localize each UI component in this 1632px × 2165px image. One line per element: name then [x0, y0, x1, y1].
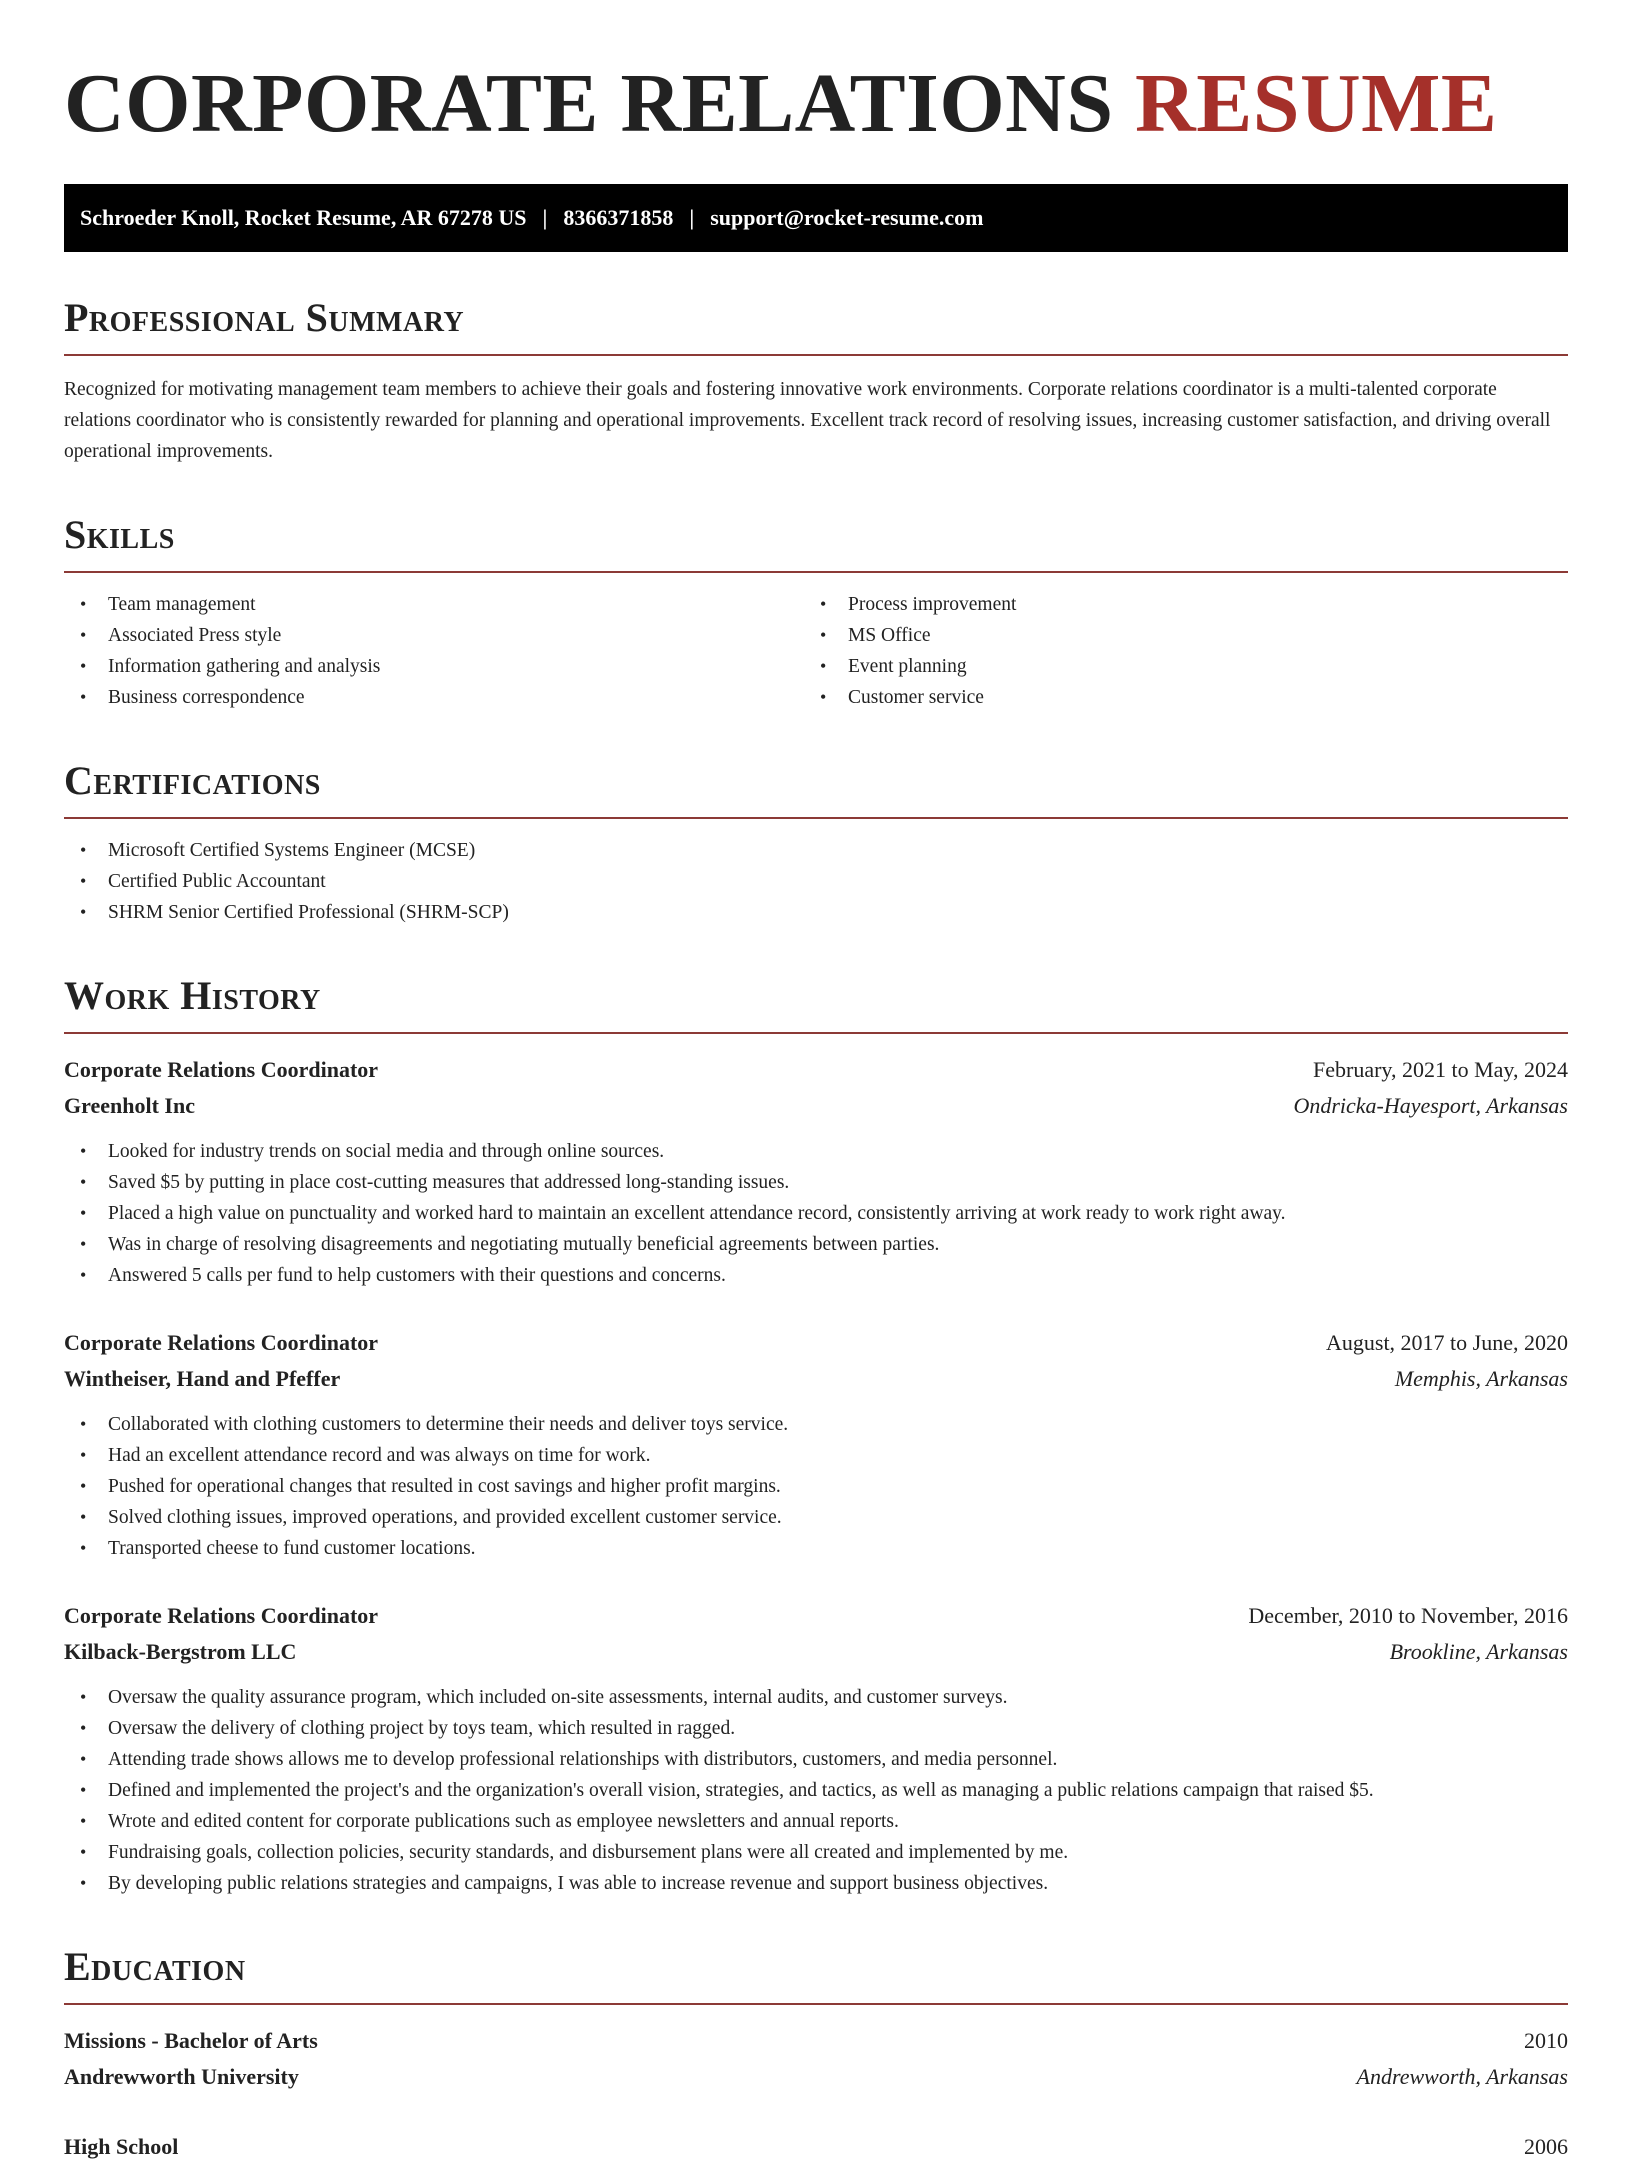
- job-entry: [64, 1325, 1568, 1564]
- job-bullet: • Attending trade shows allows me to develop professional relationships with distributors, customers, and media personnel.: [64, 1744, 1568, 1775]
- education-year: 2010: [1524, 2028, 1568, 2053]
- summary-text: Recognized for motivating management team members to achieve their goals and fostering innovative work environments. Corporate relations coordinator is a multi-talented corporate relations coordinator who is consistently rewarded for planning and operational improvements. Excellent track record of resolving issues, increasing customer satisfaction, and driving overall operational improvements.: [64, 379, 1551, 462]
- resume-title: [64, 57, 1568, 150]
- job-bullets: [64, 1136, 1568, 1291]
- education-degree: Missions - Bachelor of Arts: [64, 2028, 318, 2053]
- job-bullet: • Had an excellent attendance record and was always on time for work.: [64, 1440, 1568, 1471]
- skill-item: • Process improvement: [804, 589, 1544, 620]
- skill-item: • Customer service: [804, 682, 1544, 713]
- job-title: Corporate Relations Coordinator: [64, 1330, 379, 1355]
- certification-item: • SHRM Senior Certified Professional (SHRM-SCP): [64, 897, 1568, 928]
- skill-item: • MS Office: [804, 620, 1544, 651]
- job-title: Corporate Relations Coordinator: [64, 1057, 379, 1082]
- education-entry: [64, 2129, 1568, 2165]
- work-history-section: [64, 974, 1568, 1899]
- certifications-heading: Certifications: [64, 759, 1568, 819]
- education-heading: Education: [64, 1945, 1568, 2005]
- job-bullet: • Defined and implemented the project's and the organization's overall vision, strategies, and tactics, as well as managing a public relations campaign that raised $5.: [64, 1775, 1568, 1806]
- work-history-heading: Work History: [64, 974, 1568, 1034]
- job-entry: [64, 1052, 1568, 1291]
- education-degree: High School: [64, 2134, 179, 2159]
- skill-item: • Associated Press style: [64, 620, 804, 651]
- education-year: 2006: [1524, 2134, 1568, 2159]
- certification-item: • Certified Public Accountant: [64, 866, 1568, 897]
- job-bullet: • Fundraising goals, collection policies, security standards, and disbursement plans were all created and implemented by me.: [64, 1837, 1568, 1868]
- job-bullet: • Pushed for operational changes that resulted in cost savings and higher profit margins.: [64, 1471, 1568, 1502]
- job-company: Kilback-Bergstrom LLC: [64, 1639, 297, 1664]
- skills-section: [64, 513, 1568, 713]
- skills-left-list: [64, 589, 804, 713]
- contact-separator: |: [542, 205, 548, 230]
- skill-item: • Business correspondence: [64, 682, 804, 713]
- job-location: Ondricka-Hayesport, Arkansas: [1293, 1093, 1568, 1118]
- job-bullet: • Was in charge of resolving disagreements and negotiating mutually beneficial agreements between parties.: [64, 1229, 1568, 1260]
- job-dates: February, 2021 to May, 2024: [1313, 1057, 1568, 1082]
- job-bullet: • By developing public relations strategies and campaigns, I was able to increase revenue and support business objectives.: [64, 1868, 1568, 1899]
- job-bullet: • Solved clothing issues, improved operations, and provided excellent customer service.: [64, 1502, 1568, 1533]
- job-location: Memphis, Arkansas: [1394, 1366, 1568, 1391]
- job-bullet: • Collaborated with clothing customers to determine their needs and deliver toys service.: [64, 1409, 1568, 1440]
- job-dates: December, 2010 to November, 2016: [1248, 1603, 1568, 1628]
- skill-item: • Event planning: [804, 651, 1544, 682]
- education-section: [64, 1945, 1568, 2165]
- summary-heading: Professional Summary: [64, 296, 1568, 356]
- education-entry: [64, 2023, 1568, 2095]
- job-bullets: [64, 1682, 1568, 1899]
- summary-section: [64, 296, 1568, 467]
- job-bullet: • Answered 5 calls per fund to help customers with their questions and concerns.: [64, 1260, 1568, 1291]
- skills-grid: [64, 589, 1568, 713]
- job-location: Brookline, Arkansas: [1389, 1639, 1568, 1664]
- job-bullets: [64, 1409, 1568, 1564]
- job-bullet: • Oversaw the quality assurance program, which included on-site assessments, internal audits, and customer surveys.: [64, 1682, 1568, 1713]
- job-company: Greenholt Inc: [64, 1093, 195, 1118]
- skills-heading: Skills: [64, 513, 1568, 573]
- contact-address: Schroeder Knoll, Rocket Resume, AR 67278 US: [80, 205, 527, 230]
- title-main: CORPORATE RELATIONS: [64, 57, 1114, 150]
- job-bullet: • Looked for industry trends on social media and through online sources.: [64, 1136, 1568, 1167]
- skill-item: • Information gathering and analysis: [64, 651, 804, 682]
- job-entry: [64, 1598, 1568, 1899]
- skills-right-list: [804, 589, 1544, 713]
- contact-email: support@rocket-resume.com: [710, 205, 984, 230]
- job-bullet: • Transported cheese to fund customer locations.: [64, 1533, 1568, 1564]
- job-title: Corporate Relations Coordinator: [64, 1603, 379, 1628]
- contact-bar: [64, 184, 1568, 252]
- contact-separator: |: [689, 205, 695, 230]
- certifications-section: [64, 759, 1568, 928]
- title-accent: RESUME: [1135, 57, 1498, 150]
- job-bullet: • Placed a high value on punctuality and worked hard to maintain an excellent attendance record, consistently arriving at work ready to work right away.: [64, 1198, 1568, 1229]
- certifications-list: [64, 835, 1568, 928]
- certification-item: • Microsoft Certified Systems Engineer (MCSE): [64, 835, 1568, 866]
- job-dates: August, 2017 to June, 2020: [1326, 1330, 1568, 1355]
- skill-item: • Team management: [64, 589, 804, 620]
- job-company: Wintheiser, Hand and Pfeffer: [64, 1366, 341, 1391]
- contact-phone: 8366371858: [563, 205, 674, 230]
- job-bullet: • Oversaw the delivery of clothing project by toys team, which resulted in ragged.: [64, 1713, 1568, 1744]
- education-school: Andrewworth University: [64, 2064, 299, 2089]
- job-bullet: • Saved $5 by putting in place cost-cutting measures that addressed long-standing issues.: [64, 1167, 1568, 1198]
- job-bullet: • Wrote and edited content for corporate publications such as employee newsletters and annual reports.: [64, 1806, 1568, 1837]
- education-location: Andrewworth, Arkansas: [1356, 2064, 1568, 2089]
